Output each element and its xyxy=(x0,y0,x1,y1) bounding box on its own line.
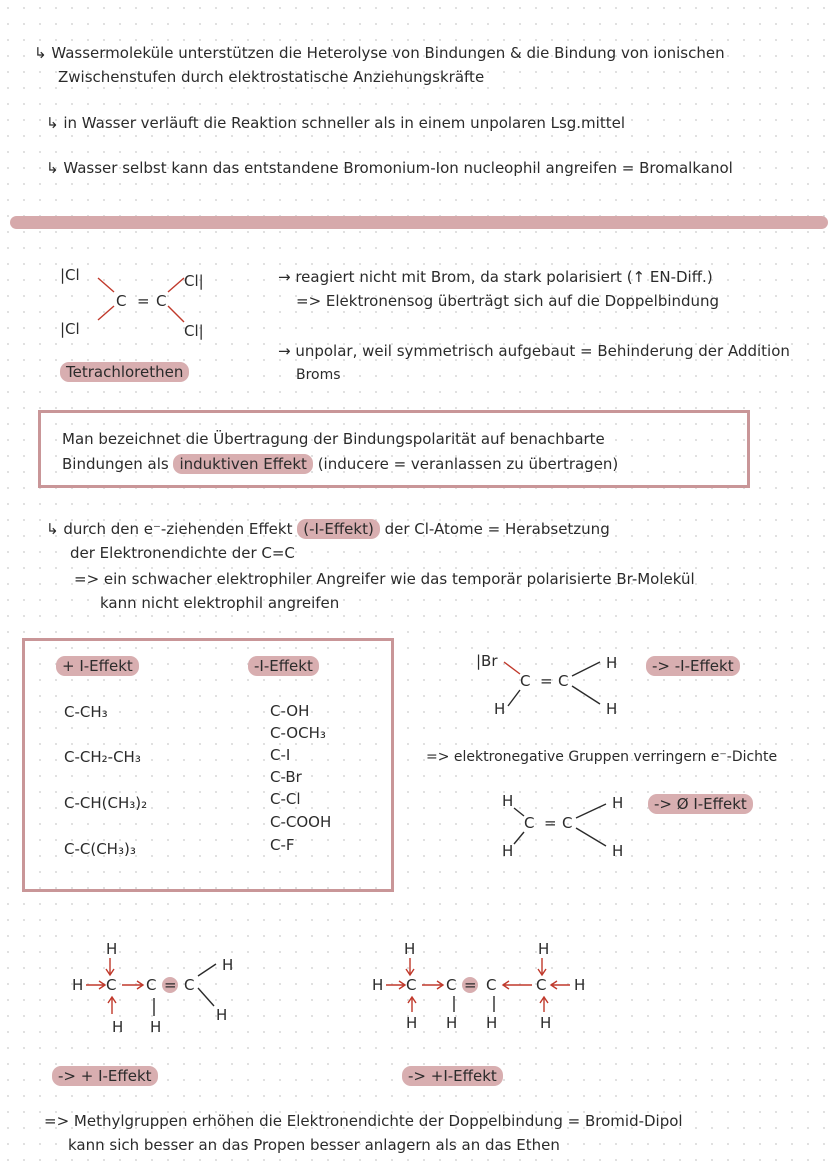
definition-suffix: (inducere = veranlassen zu übertragen) xyxy=(317,455,619,473)
h-atom: H xyxy=(486,1014,498,1032)
bond-line xyxy=(514,832,524,844)
bond-line xyxy=(576,804,606,818)
minus-i-item: C-COOH xyxy=(270,813,332,831)
h-atom: H xyxy=(606,654,618,672)
intro-line-3: ↳ in Wasser verläuft die Reaktion schneller als in einem unpolaren Lsg.mittel xyxy=(46,114,625,132)
h-atom: H xyxy=(502,842,514,860)
carbon-atom: C xyxy=(536,976,547,994)
electron-push-arrow xyxy=(551,981,570,989)
conclusion-line-1: => Methylgruppen erhöhen die Elektronendichte der Doppelbindung = Bromid-Dipol xyxy=(44,1112,683,1130)
double-bond: = xyxy=(540,672,553,690)
h-atom: H xyxy=(112,1018,124,1036)
ethen-structure xyxy=(494,786,644,866)
carbon-atom: C xyxy=(446,976,457,994)
carbon-atom: C xyxy=(520,672,531,690)
buten-structure xyxy=(366,936,616,1036)
vinyl-minus-i-label: -> -I-Effekt xyxy=(646,656,740,676)
plus-i-item: C-CH₃ xyxy=(64,703,108,721)
propen-structure xyxy=(66,936,246,1046)
minus-i-effekt-highlight: (-I-Effekt) xyxy=(297,519,380,539)
bond-line xyxy=(576,828,606,846)
ieffect-line-4: kann nicht elektrophil angreifen xyxy=(100,594,340,612)
electron-push-arrow xyxy=(122,981,143,989)
electron-push-arrow xyxy=(406,958,414,975)
carbon-atom: C xyxy=(184,976,195,994)
cl-atom: Cl| xyxy=(184,272,204,290)
propen-plus-i-label: -> + I-Effekt xyxy=(52,1066,158,1086)
ieffect-line-2: der Elektronendichte der C=C xyxy=(70,544,295,562)
double-bond: = xyxy=(544,814,557,832)
definition-box xyxy=(38,410,750,488)
carbon-atom: C xyxy=(106,976,117,994)
carbon-atom: C xyxy=(524,814,535,832)
bond-line xyxy=(198,988,214,1006)
bond-line xyxy=(572,686,600,704)
intro-line-1: ↳ Wassermoleküle unterstützen die Heterolyse von Bindungen & die Bindung von ionischen xyxy=(34,44,725,62)
h-atom: H xyxy=(538,940,550,958)
h-atom: H xyxy=(494,700,506,718)
cl-atom: Cl| xyxy=(184,322,204,340)
minus-i-item: C-Br xyxy=(270,768,302,786)
electron-push-arrow xyxy=(106,958,114,975)
plus-i-item: C-CH(CH₃)₂ xyxy=(64,794,148,812)
polar-bond-arrow xyxy=(98,278,114,292)
h-atom: H xyxy=(612,842,624,860)
bond-line xyxy=(572,662,600,676)
tetra-note-2b: Broms xyxy=(296,367,341,383)
tetrachlorethen-label: Tetrachlorethen xyxy=(60,362,189,382)
tetra-note-1a: → reagiert nicht mit Brom, da stark polarisiert (↑ EN-Diff.) xyxy=(278,268,713,286)
minus-i-item: C-Cl xyxy=(270,790,301,808)
buten-plus-i-label: -> +I-Effekt xyxy=(402,1066,503,1086)
ethen-no-i-label: -> Ø I-Effekt xyxy=(648,794,753,814)
minus-i-header: -I-Effekt xyxy=(248,656,319,676)
polar-bond-arrow xyxy=(168,278,184,292)
h-atom: H xyxy=(574,976,586,994)
electron-push-arrow xyxy=(538,958,546,975)
section-divider xyxy=(10,216,828,229)
polar-bond-arrow xyxy=(168,306,184,322)
electron-push-arrow xyxy=(86,981,105,989)
double-bond: = xyxy=(137,292,150,310)
tetrachlorethen-structure xyxy=(50,256,250,346)
plus-i-item: C-C(CH₃)₃ xyxy=(64,840,136,858)
h-atom: H xyxy=(106,940,118,958)
minus-i-item: C-OH xyxy=(270,702,310,720)
cl-atom: |Cl xyxy=(60,320,80,338)
intro-line-4: ↳ Wasser selbst kann das entstandene Bromonium-Ion nucleophil angreifen = Bromalkanol xyxy=(46,159,733,177)
vinyl-note: => elektronegative Gruppen verringern e⁻-Dichte xyxy=(426,749,778,765)
minus-i-item: C-I xyxy=(270,746,291,764)
minus-i-item: C-F xyxy=(270,836,295,854)
h-atom: H xyxy=(446,1014,458,1032)
h-atom: H xyxy=(372,976,384,994)
h-atom: H xyxy=(502,792,514,810)
h-atom: H xyxy=(150,1018,162,1036)
electron-push-arrow xyxy=(503,981,532,989)
polar-bond-arrow xyxy=(98,306,114,320)
definition-prefix: Bindungen als xyxy=(62,455,169,473)
br-atom: |Br xyxy=(476,652,498,670)
h-atom: H xyxy=(222,956,234,974)
tetra-note-2a: → unpolar, weil symmetrisch aufgebaut = Behinderung der Addition xyxy=(278,342,790,360)
electron-push-arrow xyxy=(386,981,405,989)
intro-line-2: Zwischenstufen durch elektrostatische Anziehungskräfte xyxy=(58,68,485,86)
carbon-atom: C xyxy=(156,292,167,310)
carbon-atom: C xyxy=(146,976,157,994)
polar-bond-arrow xyxy=(504,662,520,674)
h-atom: H xyxy=(404,940,416,958)
h-atom: H xyxy=(216,1006,228,1024)
electron-push-arrow xyxy=(540,997,548,1012)
ieffect-line-1 xyxy=(46,520,610,538)
bond-line xyxy=(508,690,520,706)
carbon-atom: C xyxy=(116,292,127,310)
plus-i-header: + I-Effekt xyxy=(56,656,139,676)
definition-line-2 xyxy=(62,455,618,473)
definition-line-1: Man bezeichnet die Übertragung der Bindungspolarität auf benachbarte xyxy=(62,430,605,448)
bond-line xyxy=(198,964,216,976)
h-atom: H xyxy=(406,1014,418,1032)
carbon-atom: C xyxy=(562,814,573,832)
plus-i-item: C-CH₂-CH₃ xyxy=(64,748,141,766)
cl-atom: |Cl xyxy=(60,266,80,284)
h-atom: H xyxy=(540,1014,552,1032)
ieffect-prefix: ↳ durch den e⁻-ziehenden Effekt xyxy=(46,520,293,538)
h-atom: H xyxy=(612,794,624,812)
vinylbromide-structure xyxy=(470,646,650,726)
ieffect-suffix: der Cl-Atome = Herabsetzung xyxy=(384,520,610,538)
electron-push-arrow xyxy=(422,981,443,989)
double-bond: = xyxy=(164,976,177,994)
carbon-atom: C xyxy=(486,976,497,994)
carbon-atom: C xyxy=(406,976,417,994)
h-atom: H xyxy=(72,976,84,994)
electron-push-arrow xyxy=(408,997,416,1012)
ieffect-line-3: => ein schwacher elektrophiler Angreifer wie das temporär polarisierte Br-Molekül xyxy=(74,570,695,588)
induktiver-effekt-highlight: induktiven Effekt xyxy=(173,454,312,474)
carbon-atom: C xyxy=(558,672,569,690)
conclusion-line-2: kann sich besser an das Propen besser anlagern als an das Ethen xyxy=(68,1136,560,1154)
tetra-note-1b: => Elektronensog überträgt sich auf die Doppelbindung xyxy=(296,292,720,310)
double-bond: = xyxy=(464,976,477,994)
minus-i-item: C-OCH₃ xyxy=(270,724,326,742)
h-atom: H xyxy=(606,700,618,718)
bond-line xyxy=(514,808,524,816)
electron-push-arrow xyxy=(108,997,116,1014)
